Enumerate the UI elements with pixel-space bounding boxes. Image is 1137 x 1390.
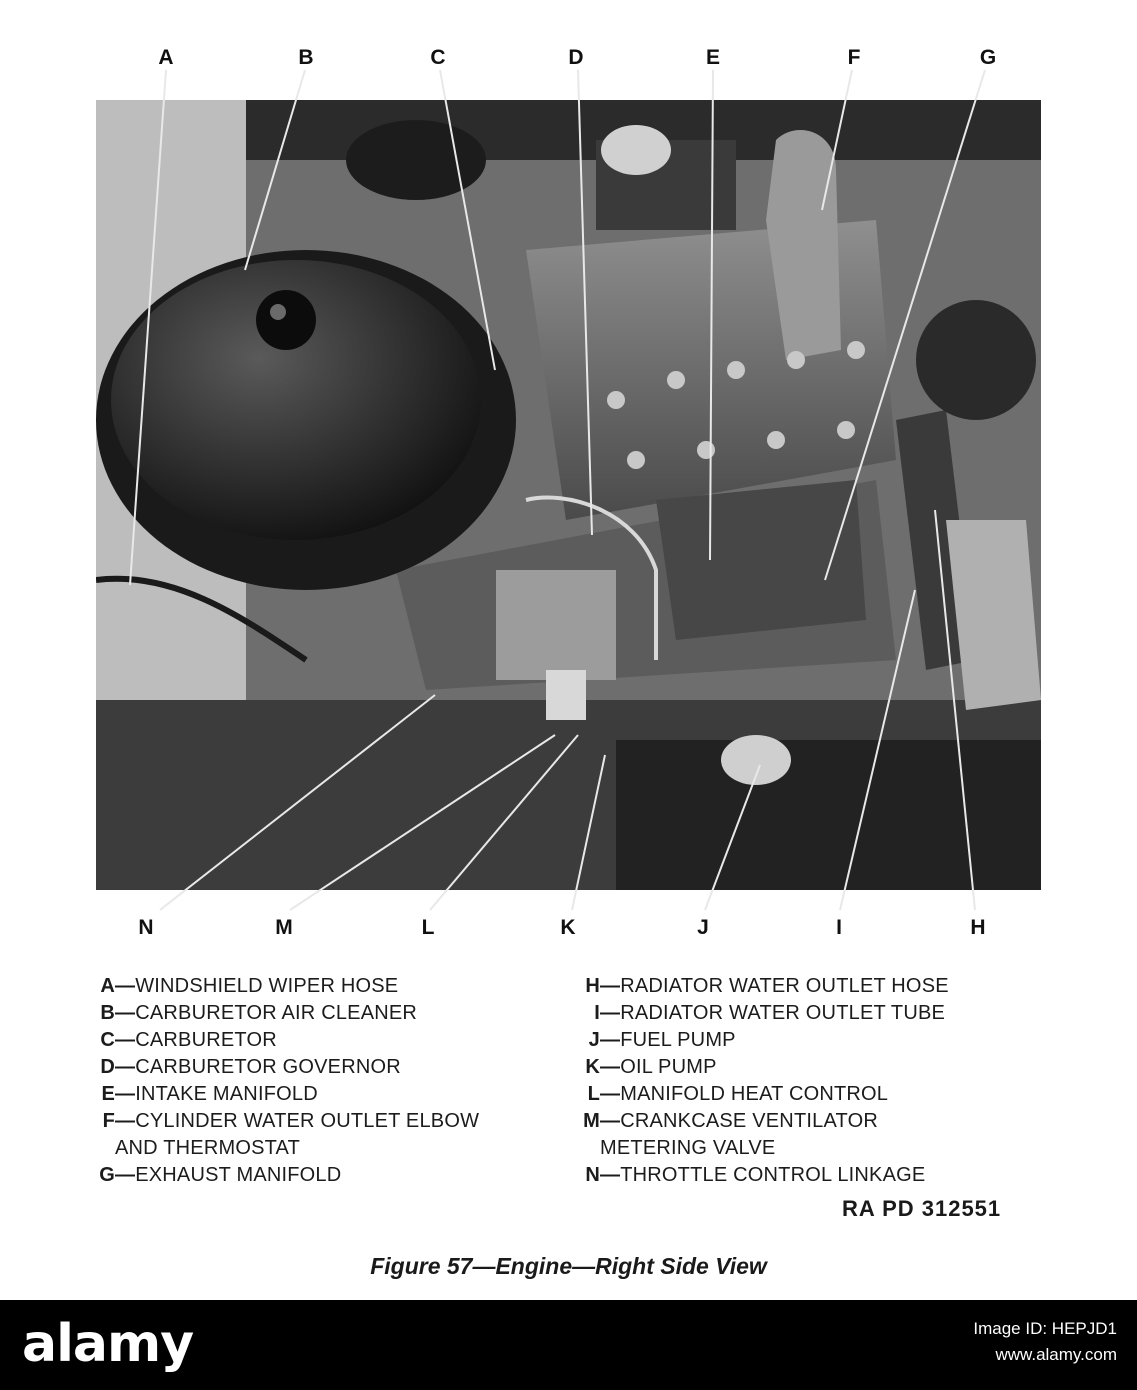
image-id bbox=[973, 1316, 1117, 1368]
legend-item: E—INTAKE MANIFOLD bbox=[101, 1083, 318, 1105]
callout-k: K bbox=[560, 916, 576, 939]
legend-item: L—MANIFOLD HEAT CONTROL bbox=[587, 1083, 889, 1105]
ra-code: RA PD 312551 bbox=[842, 1196, 1002, 1221]
callout-e: E bbox=[705, 46, 720, 69]
site-url: www.alamy.com bbox=[995, 1345, 1117, 1364]
callout-f: F bbox=[847, 46, 861, 69]
stock-footer bbox=[0, 1300, 1137, 1390]
legend-item-continued: AND THERMOSTAT bbox=[115, 1137, 301, 1159]
callout-m: M bbox=[275, 916, 293, 939]
legend-item-continued: METERING VALVE bbox=[600, 1137, 776, 1159]
figure-caption: Figure 57—Engine—Right Side View bbox=[370, 1253, 767, 1279]
legend-item: A—WINDSHIELD WIPER HOSE bbox=[100, 975, 399, 997]
callout-i: I bbox=[836, 916, 842, 939]
legend-item: F—CYLINDER WATER OUTLET ELBOW bbox=[102, 1110, 480, 1132]
legend-item: H—RADIATOR WATER OUTLET HOSE bbox=[585, 975, 949, 997]
legend-item: J—FUEL PUMP bbox=[588, 1029, 736, 1051]
legend-left bbox=[70, 973, 479, 1189]
engine-photo bbox=[96, 100, 1041, 890]
legend-item: C—CARBURETOR bbox=[100, 1029, 277, 1051]
legend-item: M—CRANKCASE VENTILATOR bbox=[583, 1110, 878, 1132]
brand-logo: alamy bbox=[22, 1314, 194, 1374]
legend-item: B—CARBURETOR AIR CLEANER bbox=[100, 1002, 418, 1024]
legend-item: D—CARBURETOR GOVERNOR bbox=[100, 1056, 401, 1078]
legend-item: K—OIL PUMP bbox=[585, 1056, 717, 1078]
callout-c: C bbox=[430, 46, 446, 69]
legend-item: N—THROTTLE CONTROL LINKAGE bbox=[585, 1164, 926, 1186]
callout-b: B bbox=[298, 46, 314, 69]
callout-j: J bbox=[697, 916, 709, 939]
legend-right bbox=[555, 973, 949, 1189]
legend-item: G—EXHAUST MANIFOLD bbox=[99, 1164, 342, 1186]
callout-l: L bbox=[421, 916, 435, 939]
callout-a: A bbox=[158, 46, 174, 69]
legend-item: I—RADIATOR WATER OUTLET TUBE bbox=[594, 1002, 946, 1024]
callout-h: H bbox=[970, 916, 986, 939]
callout-d: D bbox=[568, 46, 584, 69]
callout-n: N bbox=[138, 916, 154, 939]
callout-g: G bbox=[979, 46, 997, 69]
image-id-label: Image ID: HEPJD1 bbox=[973, 1319, 1117, 1338]
